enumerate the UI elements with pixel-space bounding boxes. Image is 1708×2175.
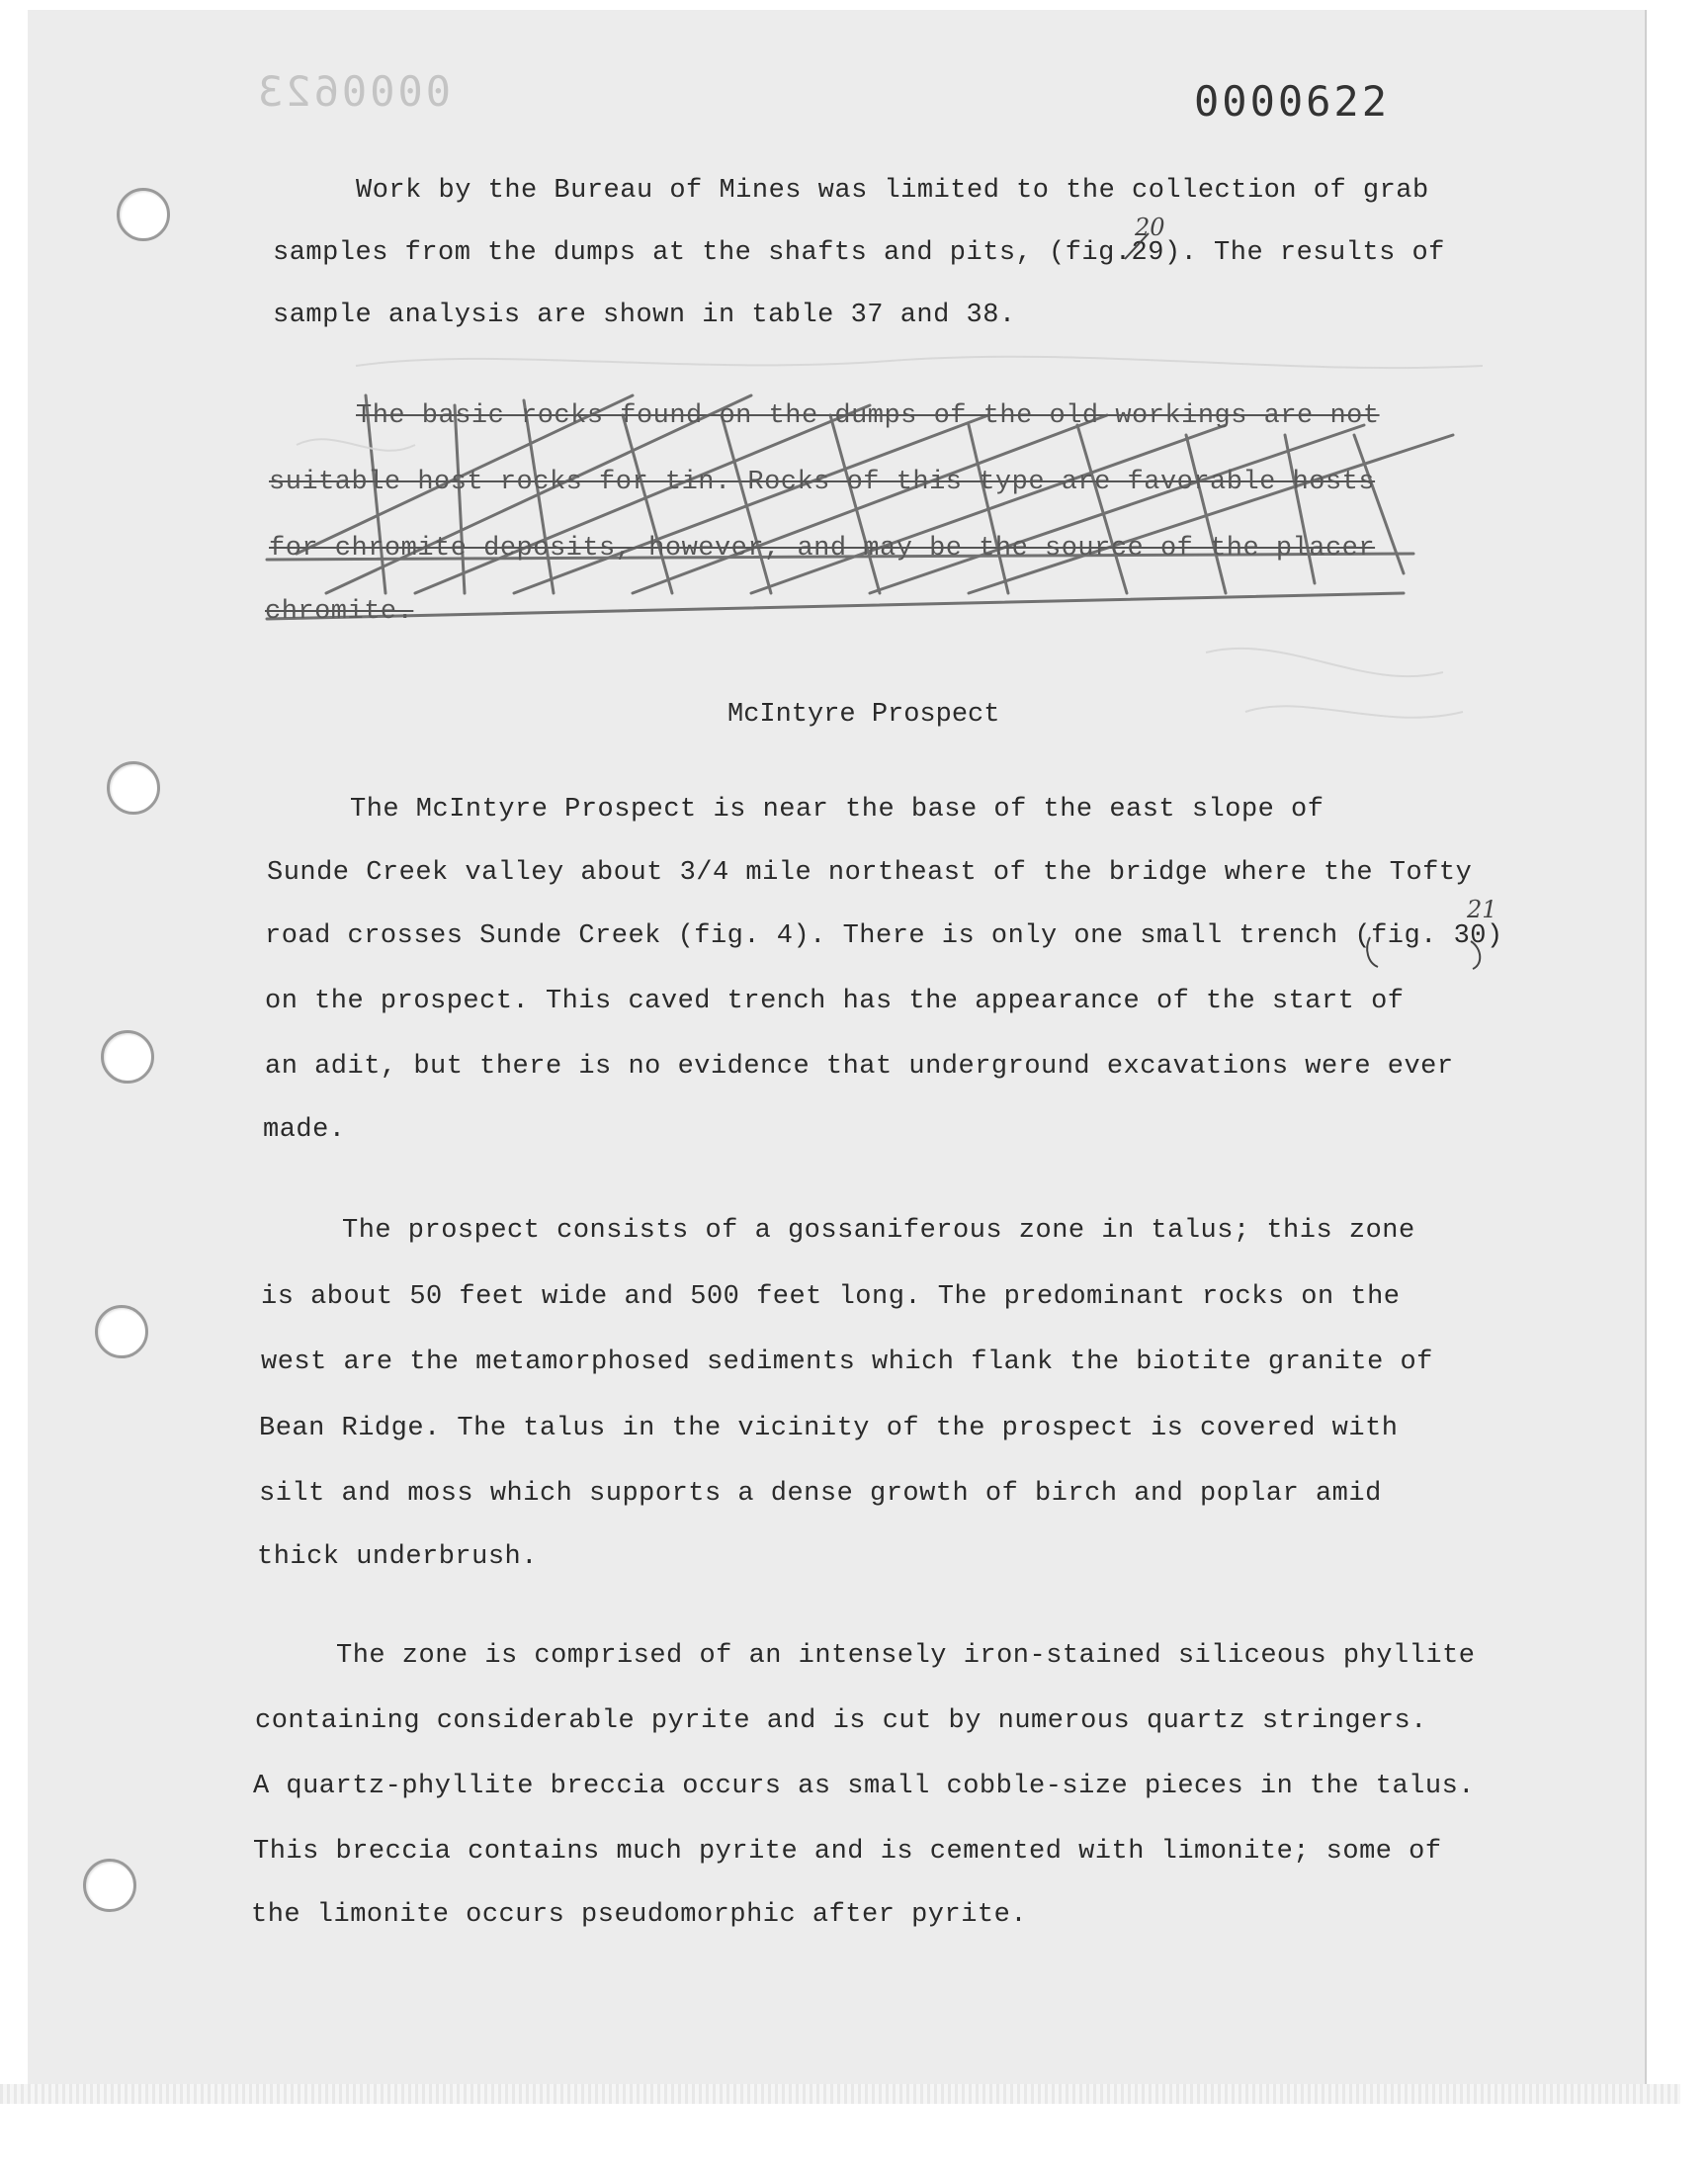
struck-paragraph-line: suitable host rocks for tin. Rocks of this type are favorable hosts (269, 468, 1376, 497)
paragraph-2-line: an adit, but there is no evidence that underground excavations were ever (265, 1052, 1454, 1082)
binder-hole (83, 1859, 136, 1912)
page-number: 0000622 (1194, 77, 1391, 126)
paragraph-4-line: This breccia contains much pyrite and is cemented with limonite; some of (253, 1837, 1442, 1867)
paragraph-2-line: made. (263, 1115, 346, 1145)
paragraph-3-line: west are the metamorphosed sediments which flank the biotite granite of (261, 1348, 1433, 1377)
paragraph-2-line: on the prospect. This caved trench has the appearance of the start of (265, 987, 1405, 1016)
handwritten-figure-correction: 20 (1135, 214, 1165, 241)
paragraph-4-line: containing considerable pyrite and is cut by numerous quartz stringers. (255, 1706, 1427, 1736)
section-heading: McIntyre Prospect (727, 700, 1000, 730)
page-number-bleedthrough: 0000623 (255, 67, 452, 116)
binder-hole (95, 1305, 148, 1358)
handwritten-figure-correction: 21 (1467, 896, 1497, 923)
binder-hole (117, 188, 170, 241)
scan-edge-band (0, 2084, 1680, 2104)
struck-paragraph-line: chromite. (265, 597, 414, 627)
paragraph-3-line: Bean Ridge. The talus in the vicinity of the prospect is covered with (259, 1414, 1399, 1443)
struck-paragraph-line: The basic rocks found on the dumps of the old workings are not (356, 401, 1380, 431)
paragraph-4-line: The zone is comprised of an intensely iron-stained siliceous phyllite (336, 1641, 1476, 1671)
paragraph-4-line: the limonite occurs pseudomorphic after pyrite. (251, 1900, 1028, 1930)
paragraph-3-line: The prospect consists of a gossaniferous zone in talus; this zone (342, 1216, 1415, 1246)
paragraph-1-line: sample analysis are shown in table 37 and 38. (273, 301, 1016, 330)
paragraph-1-line: samples from the dumps at the shafts and pits, (fig.29). The results of (273, 238, 1445, 268)
binder-hole (101, 1030, 154, 1084)
binder-hole (107, 761, 160, 815)
paragraph-2-line: road crosses Sunde Creek (fig. 4). There is only one small trench (fig. 30) (265, 921, 1503, 951)
paragraph-3-line: thick underbrush. (257, 1542, 538, 1572)
paragraph-4-line: A quartz-phyllite breccia occurs as small cobble-size pieces in the talus. (253, 1772, 1475, 1801)
paragraph-2-line: The McIntyre Prospect is near the base of the east slope of (350, 795, 1324, 825)
paragraph-3-line: silt and moss which supports a dense growth of birch and poplar amid (259, 1479, 1382, 1509)
paragraph-2-line: Sunde Creek valley about 3/4 mile northeast of the bridge where the Tofty (267, 858, 1473, 888)
struck-paragraph-line: for chromite deposits, however, and may be the source of the placer (269, 534, 1376, 564)
paragraph-1-line: Work by the Bureau of Mines was limited to the collection of grab (356, 176, 1429, 206)
paragraph-3-line: is about 50 feet wide and 500 feet long. The predominant rocks on the (261, 1282, 1401, 1312)
